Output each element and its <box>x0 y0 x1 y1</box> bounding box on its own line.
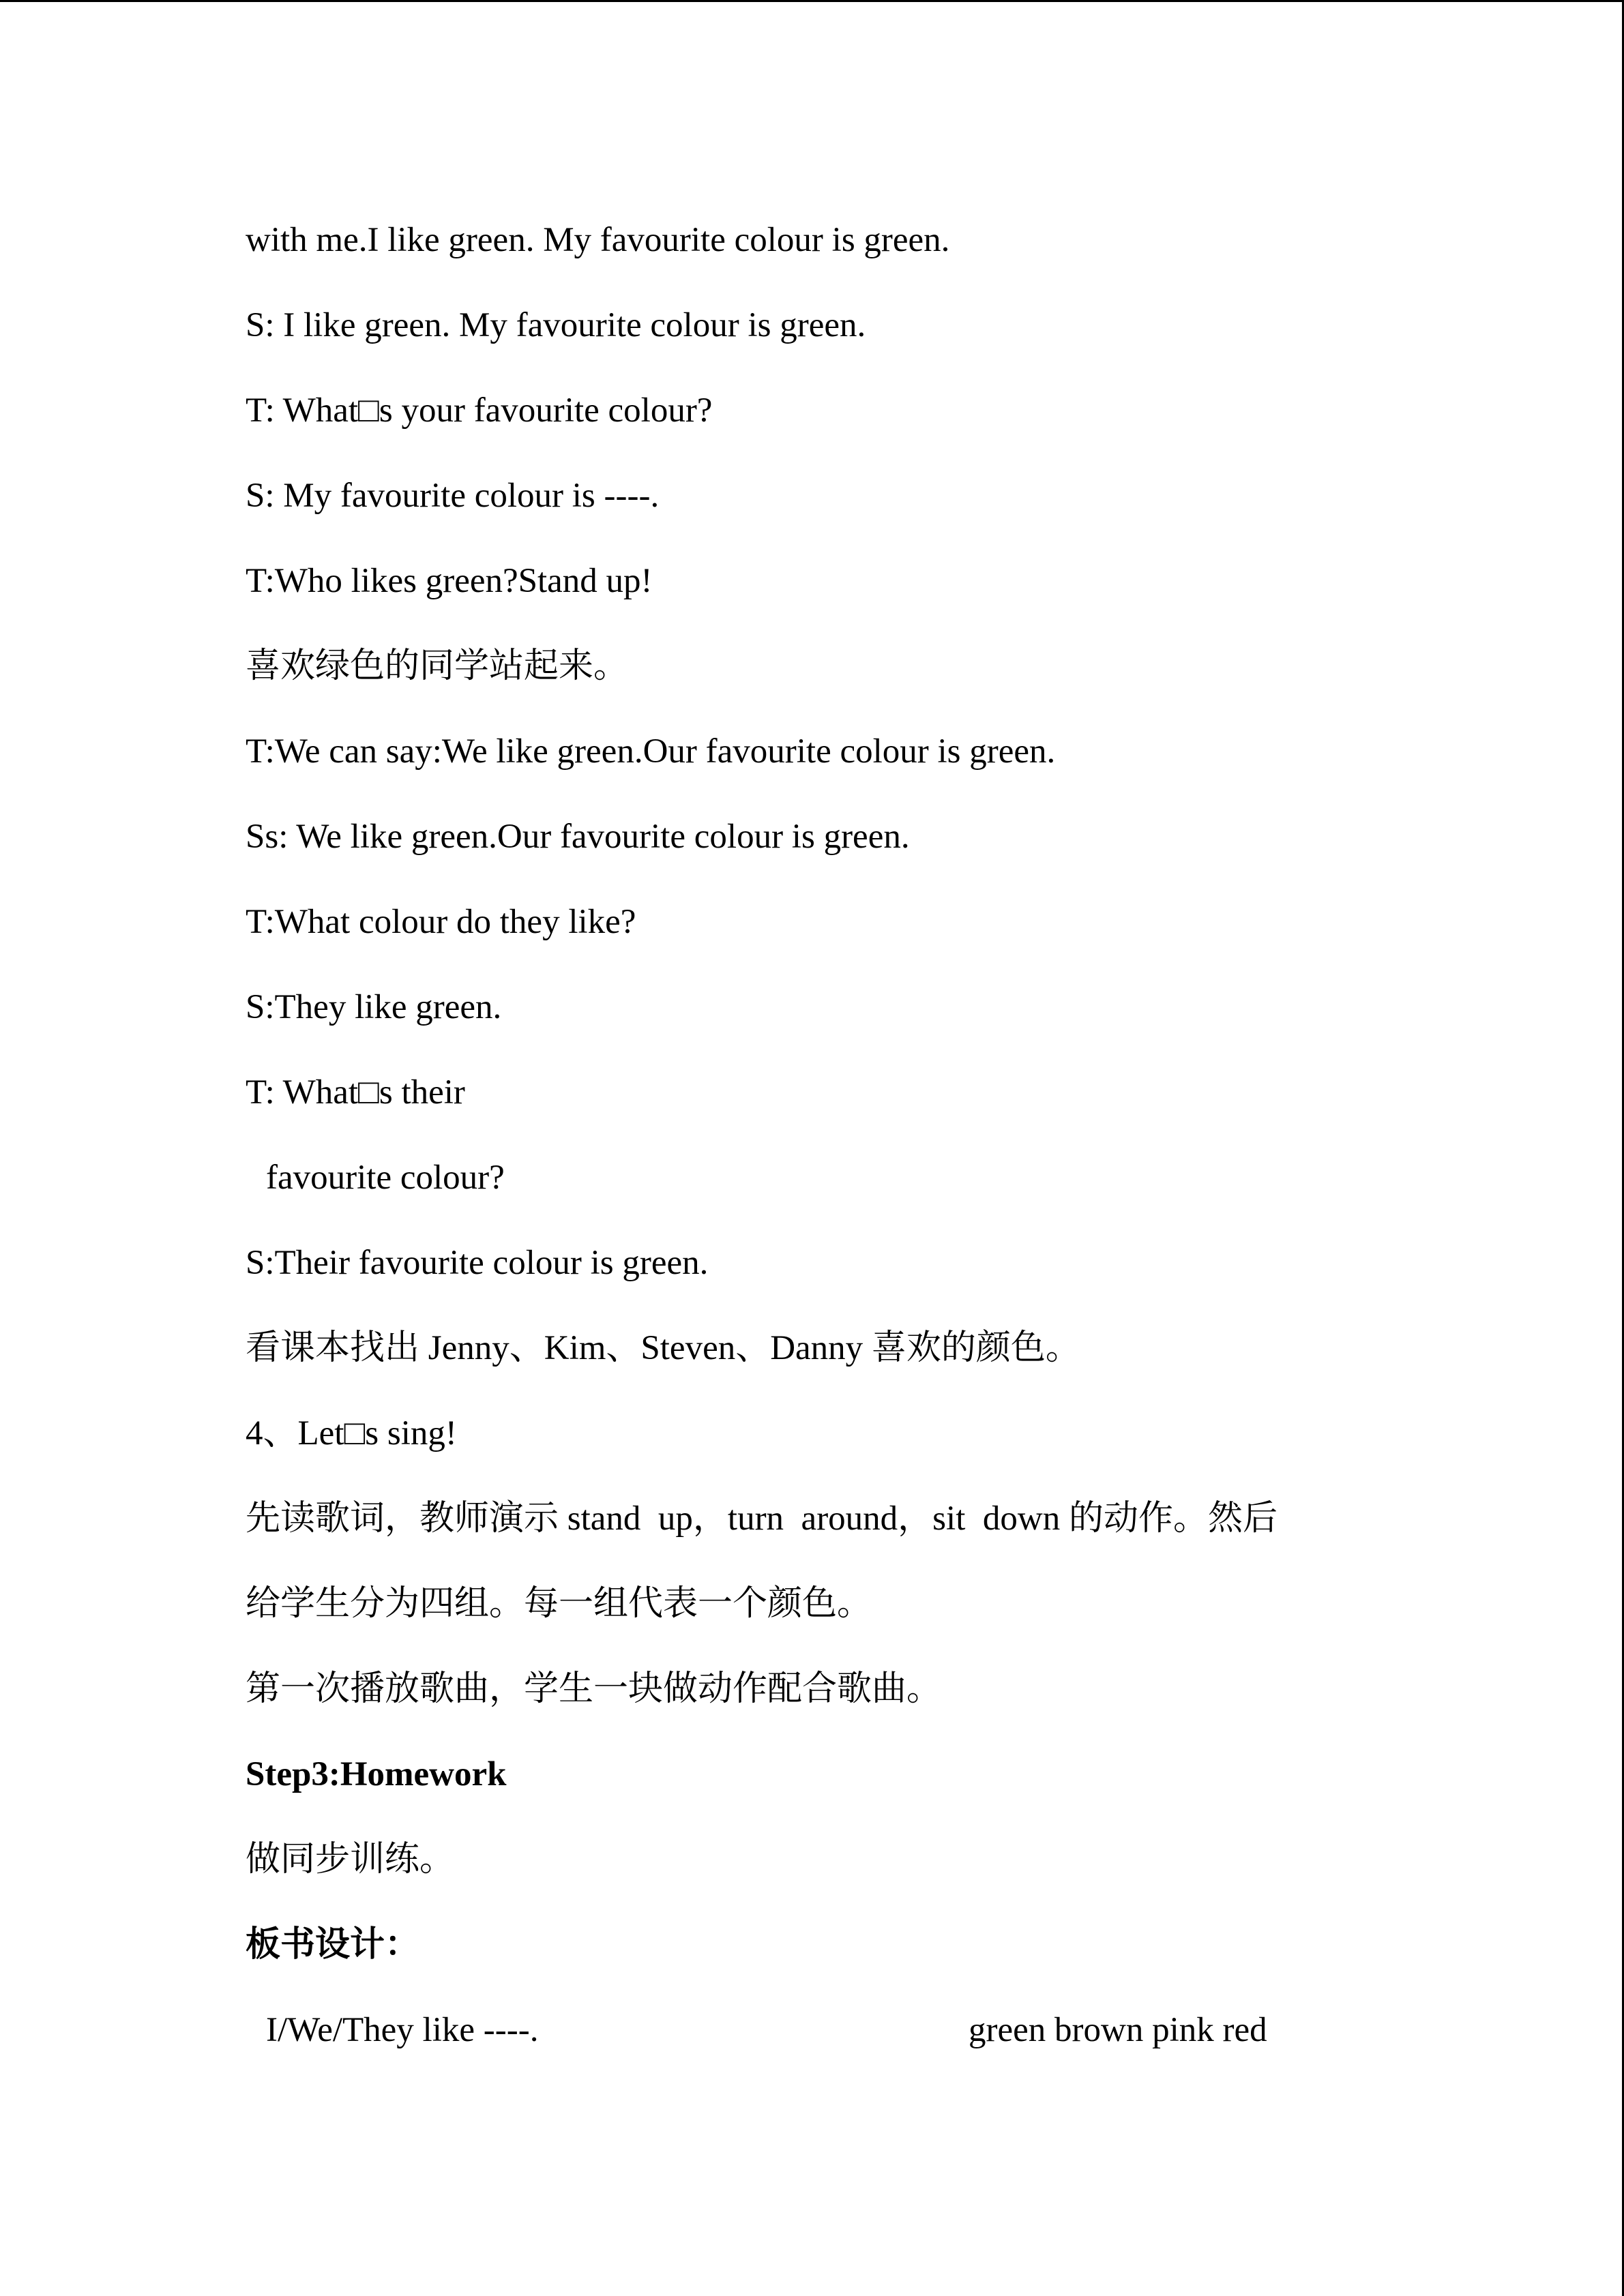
text-line: with me.I like green. My favourite colour is green. <box>246 221 950 259</box>
board-left-text: I/We/They like ----. <box>266 2011 539 2049</box>
text-line: 4、Let□s sing! <box>246 1414 457 1452</box>
text-line: 做同步训练。 <box>246 1840 455 1879</box>
text-line: 先读歌词，教师演示 stand up，turn around，sit down 的动作。然后 <box>246 1500 1278 1538</box>
text-line: 第一次播放歌曲，学生一块做动作配合歌曲。 <box>246 1670 942 1708</box>
page-top-border <box>0 0 1624 2</box>
text-line: T: What□s their <box>246 1073 465 1112</box>
text-line: S: My favourite colour is ----. <box>246 477 660 515</box>
text-line: T:We can say:We like green.Our favourite colour is green. <box>246 732 1056 771</box>
text-line: S: I like green. My favourite colour is green. <box>246 306 866 344</box>
text-line: S:They like green. <box>246 988 502 1026</box>
board-right-text: green brown pink red <box>969 2011 1267 2049</box>
section-heading: Step3:Homework <box>246 1755 507 1793</box>
text-line: 喜欢绿色的同学站起来。 <box>246 647 629 685</box>
text-line: Ss: We like green.Our favourite colour is green. <box>246 818 910 856</box>
text-line: S:Their favourite colour is green. <box>246 1244 709 1282</box>
text-line: 看课本找出 Jenny、Kim、Steven、Danny 喜欢的颜色。 <box>246 1329 1080 1367</box>
text-line: T: What□s your favourite colour? <box>246 391 713 430</box>
text-line: favourite colour? <box>266 1159 505 1197</box>
section-heading: 板书设计： <box>246 1926 420 1964</box>
text-line: T:Who likes green?Stand up! <box>246 562 653 600</box>
text-line: 给学生分为四组。每一组代表一个颜色。 <box>246 1585 872 1623</box>
text-line: T:What colour do they like? <box>246 903 636 941</box>
